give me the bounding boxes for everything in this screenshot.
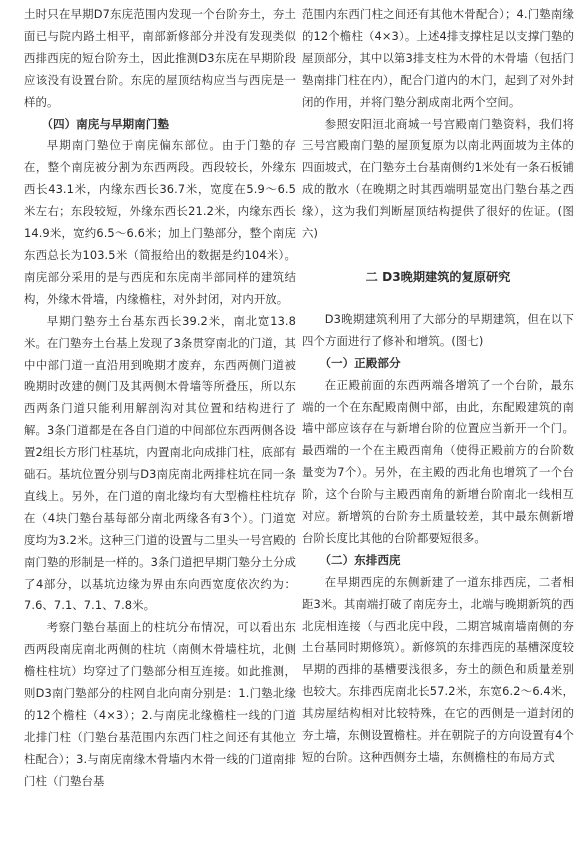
right-paragraph-late-intro: D3晚期建筑利用了大部分的早期建筑，但在以下四个方面进行了修补和增筑。(图七) [302,311,574,348]
left-paragraph-continued: 土时只在早期D7东庑范围内发现一个台阶夯土，夯土面已与院内路土相平，南部新修部分并没有发现类似西排西庑的短台阶夯土，因此推测D3东庑在早期阶段应该没有设置台阶。东庑的屋顶结构应当与西庑是一样的。 [24,7,296,109]
right-paragraph-continued: 范围内东西门柱之间还有其他木骨配合）；4.门塾南缘的12个檐柱（4×3）。上述4排支撑柱足以支撑门塾的屋顶部分，其中以第3排支柱为木骨的木骨墙（包括门塾南排门柱在内），配合门道内的木门，起到了对外封闭的作用，并将门塾分割成南北两个空间。 [302,7,574,109]
section-heading-main-hall: （一）正殿部分 [319,355,401,370]
spacer [302,289,574,309]
right-paragraph-roof-restoration: 参照安阳洹北商城一号宫殿南门塾资料，我们将三号宫殿南门塾的屋顶复原为以南北两面坡为主体的四面坡式，在门塾夯土台基南侧约1米处有一条石板铺成的散水（在晚期之时其西端明显宽出门塾台基之西缘），这为我们判断屋顶结构提供了很好的佐证。(图六) [302,116,574,241]
part-heading-late-buildings: 二 D3晚期建筑的复原研究 [365,269,511,284]
right-paragraph-main-hall: 在正殿前面的东西两端各增筑了一个台阶，最东端的一个在东配殿南侧中部，由此，东配殿建筑的南墙中部应该存在与新增台阶的位置应当新开一个门。最西端的一个在主殿西南角（使得正殿前方的台阶数量变为7个）。另外，在主殿的西北角也增筑了一个台阶，这个台阶与主殿西南角的新增台阶南北一线相互对应。新增筑的台阶夯土质量较差，其中最东侧新增台阶长度比其他的台阶都要短很多。 [302,377,574,545]
section-heading-south-corridor: （四）南庑与早期南门塾 [41,116,169,131]
section-heading-east-row-west-corridor: （二）东排西庑 [319,552,401,567]
left-paragraph-gate-platform: 早期门塾夯土台基东西长39.2米，南北宽13.8米。在门塾夯土台基上发现了3条贯穿南北的门道，其中中部门道一直沿用到晚期才废弃，东西两侧门道被晚期时改建的侧门及其两侧木骨墙等所叠压，所以东西两条门道只能利用解剖沟对其位置和结构进行了解。3条门道都是在各自门道的中间部位东西两侧各设置2组长方形门柱基坑，内置南北向成排门柱，底部有础石。基坑位置分别与D3南庑南北两排柱坑在同一条直线上。另外，在门道的南北缘均有大型檐柱柱坑存在（4块门塾台基每部分南北两缘各有3个）。门道宽度均为3.2米。这种三门道的设置与二里头一号宫殿的南门塾的形制是一样的。3条门道把早期门塾分土分成了4部分，以基坑边缘为界由东向西宽度依次约为：7.6、7.1、7.1、7.8米。 [24,313,296,613]
spacer [302,245,574,267]
right-paragraph-west-corridor: 在早期西庑的东侧新建了一道东排西庑，二者相距3米。其南端打破了南庑夯土，北端与晚期新筑的西北庑相连接（与西北庑中段，二期宫城南墙南侧的夯土台基同时期修筑）。新修筑的东排西庑的基槽深度较早期的西排的基槽要浅很多，夯土的颜色和质量差别也较大。东排西庑南北长57.2米，东宽6.2～6.4米，其房屋结构相对比较特殊，在它的西侧是一道封闭的夯土墙，东侧设置檐柱。并在朝院子的方向设置有4个短的台阶。这种西侧夯土墙，东侧檐柱的布局方式 [302,574,574,764]
left-column [24,4,296,793]
left-paragraph-pillar-pits: 考察门塾台基面上的柱坑分布情况，可以看出东西两段南庑南北两侧的柱坑（南侧木骨墙柱坑，北侧檐柱柱坑）均穿过了门塾部分相互连接。如此推测，则D3南门塾部分的柱网自北向南分别是：1.门塾北缘的12个檐柱（4×3）；2.与南庑北缘檐柱一线的门道北排门柱（门塾台基范围内东西门柱之间还有其他立柱配合）；3.与南庑南缘木骨墙内木骨一线的门道南排门柱（门塾台基 [24,620,296,788]
right-column [302,4,574,769]
left-paragraph-south-gate: 早期南门塾位于南庑偏东部位。由于门塾的存在，整个南庑被分割为东西两段。西段较长，外缘东西长43.1米，内缘东西长36.7米，宽度在5.9～6.5米左右；东段较短，外缘东西长21.2米，内缘东西长14.9米，宽约6.5～6.6米；加上门塾部分，整个南庑东西总长为103.5米（简报给出的数据是约104米）。南庑部分采用的是与西庑和东庑南半部同样的建筑结构，外缘木骨墙，内缘檐柱，对外封闭，对内开放。 [24,138,296,306]
